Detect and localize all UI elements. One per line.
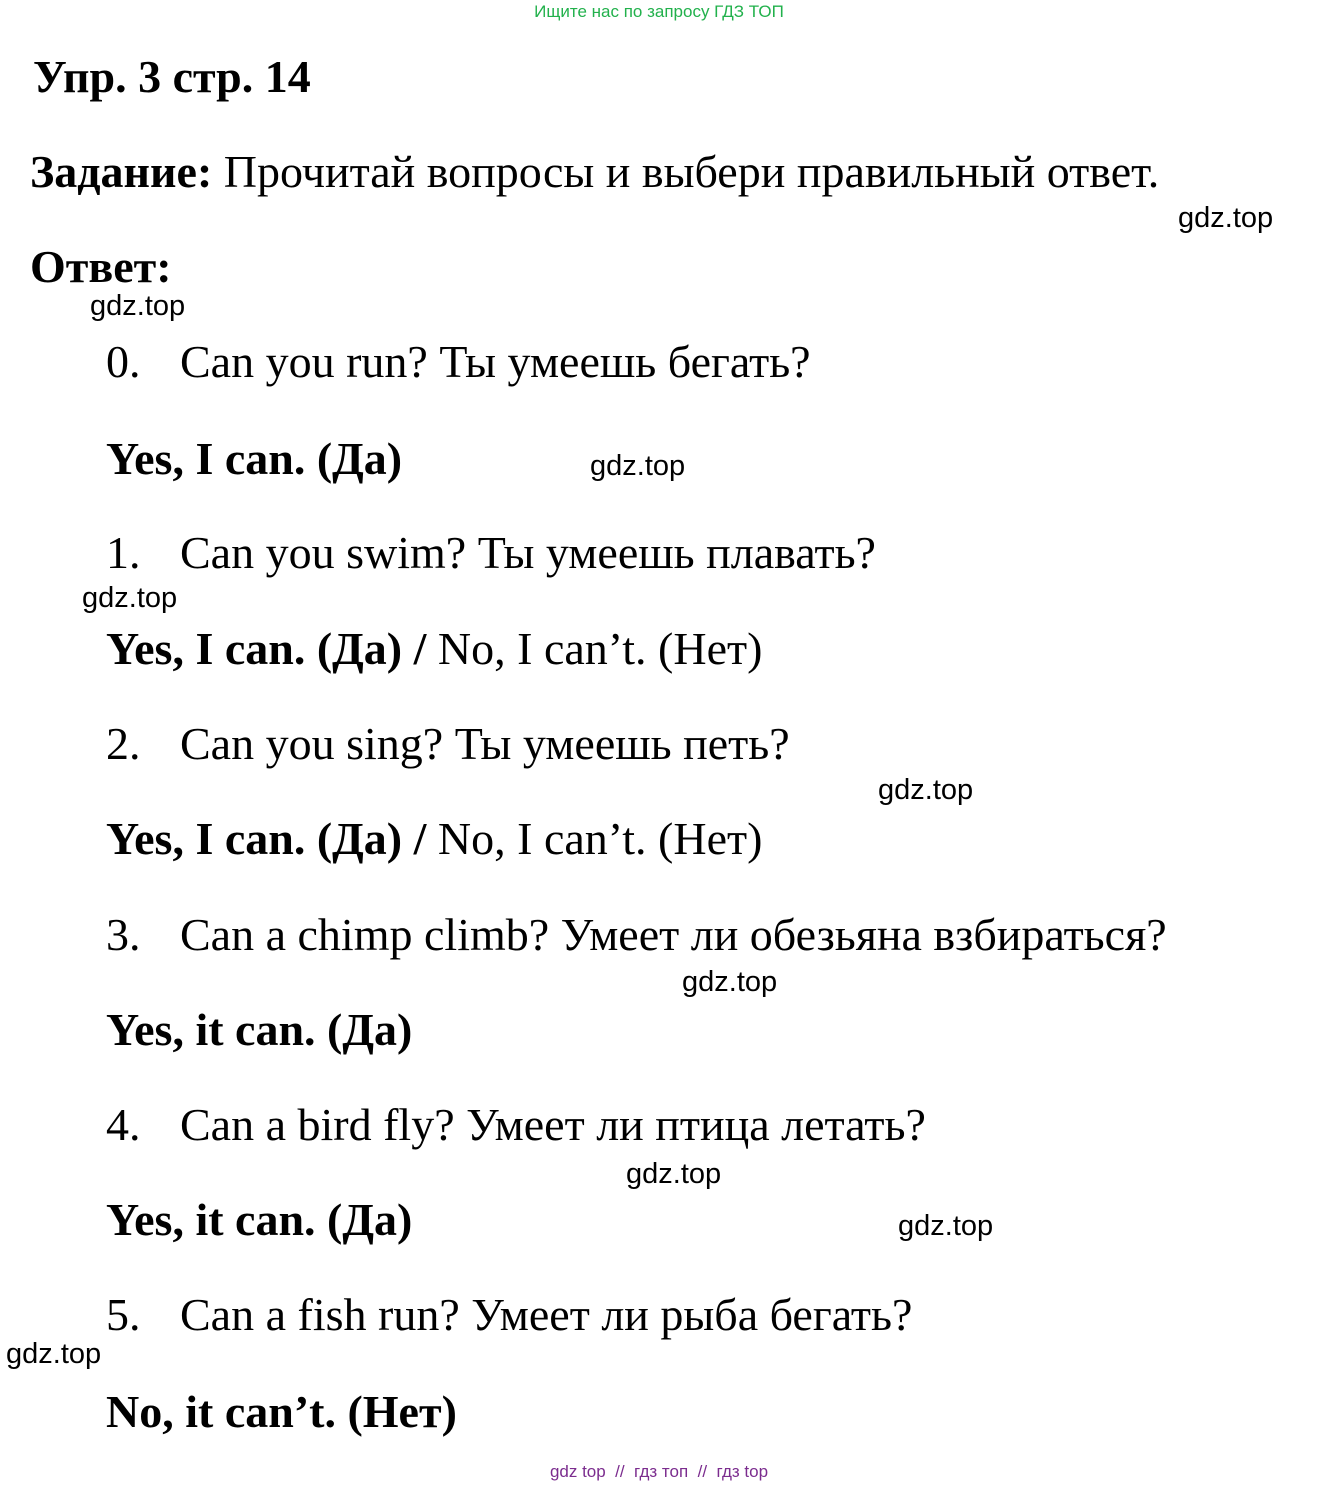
answer-3 [106,1003,412,1056]
question-3 [106,908,1167,961]
answer-bold: Yes, it can. (Да) [106,1004,413,1055]
top-banner: Ищите нас по запросу ГДЗ ТОП [534,2,784,21]
watermark: gdz.top [82,582,178,614]
question-number: 1. [106,527,141,578]
answer-5 [106,1385,457,1438]
task-text: Прочитай вопросы и выбери правильный ответ. [212,146,1160,197]
answer-bold: Yes, I can. (Да) / [106,623,427,674]
watermark: gdz.top [90,290,186,322]
answer-bold: Yes, I can. (Да) / [106,813,427,864]
task-statement [30,145,1159,198]
answer-bold: Yes, I can. (Да) [106,433,403,484]
answer-2 [106,812,762,865]
answer-bold: No, it can’t. (Нет) [106,1386,457,1437]
answer-1 [106,622,762,675]
answer-rest: No, I can’t. (Нет) [426,813,763,864]
question-number: 4. [106,1099,141,1150]
question-text: Can a fish run? Умеет ли рыба бегать? [180,1289,913,1340]
watermark: gdz.top [682,966,778,998]
page-title: Упр. 3 стр. 14 [33,51,311,102]
watermark: gdz.top [878,774,974,806]
watermark: gdz.top [1178,202,1274,234]
watermark: gdz.top [626,1158,722,1190]
answer-rest: No, I can’t. (Нет) [426,623,763,674]
question-text: Can you run? Ты умеешь бегать? [180,336,811,387]
footer-links: gdz top // гдз топ // гдз top [549,1462,769,1481]
answer-0 [106,432,402,485]
task-label: Задание: [30,146,213,197]
answer-bold: Yes, it can. (Да) [106,1194,413,1245]
question-4 [106,1098,926,1151]
question-number: 0. [106,336,141,387]
question-number: 5. [106,1289,141,1340]
watermark: gdz.top [590,450,686,482]
question-2 [106,717,790,770]
answer-label: Ответ: [30,241,172,292]
question-number: 2. [106,718,141,769]
question-text: Can a chimp climb? Умеет ли обезьяна взбираться? [180,909,1167,960]
watermark: gdz.top [6,1338,102,1370]
question-text: Can you sing? Ты умеешь петь? [180,718,790,769]
answer-4 [106,1193,412,1246]
question-5 [106,1288,912,1341]
question-1 [106,526,876,579]
question-text: Can a bird fly? Умеет ли птица летать? [180,1099,926,1150]
watermark: gdz.top [898,1210,994,1242]
question-0 [106,335,811,388]
question-number: 3. [106,909,141,960]
question-text: Can you swim? Ты умеешь плавать? [180,527,876,578]
